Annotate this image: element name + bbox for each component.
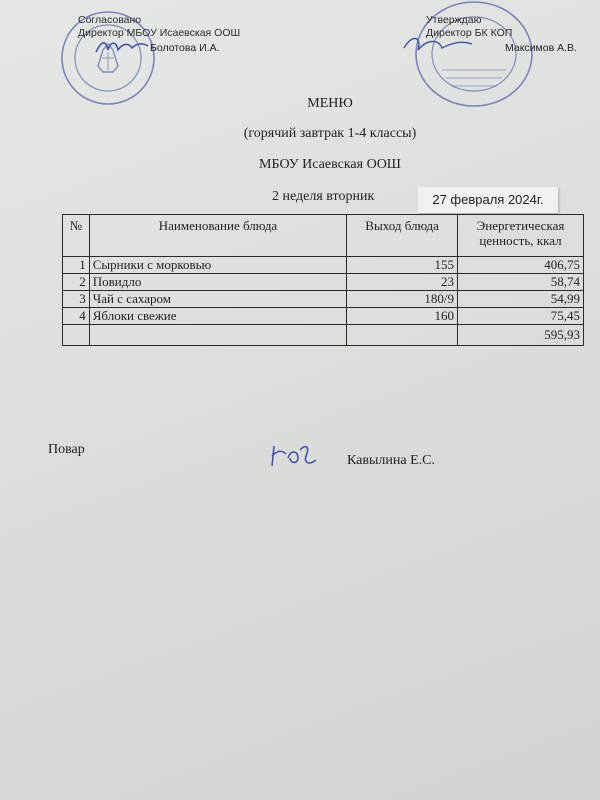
total-empty-cell (63, 325, 90, 346)
total-empty-cell (89, 325, 346, 346)
school-name: МБОУ Исаевская ООШ (259, 157, 401, 172)
cook-signature (268, 440, 324, 470)
approved-position: Директор БК КОП (426, 27, 513, 39)
table-total-row (63, 325, 584, 346)
agreed-label: Согласовано (78, 14, 142, 26)
row-output: 155 (347, 257, 458, 274)
approved-signer-name: Максимов А.В. (505, 42, 577, 54)
row-dish-name: Чай с сахаром (89, 291, 346, 308)
agreed-position: Директор МБОУ Исаевская ООШ (78, 27, 241, 39)
total-energy: 595,93 (458, 325, 584, 346)
table-row (63, 308, 584, 325)
total-empty-cell (347, 325, 458, 346)
approval-block-left (78, 14, 240, 40)
row-output: 160 (347, 308, 458, 325)
menu-table (62, 214, 584, 346)
row-output: 23 (347, 274, 458, 291)
table-row (63, 257, 584, 274)
table-row (63, 274, 584, 291)
row-number: 2 (63, 274, 90, 291)
approval-block-right (426, 14, 512, 40)
header-number: № (63, 215, 90, 257)
row-energy: 75,45 (458, 308, 584, 325)
row-number: 3 (63, 291, 90, 308)
row-output: 180/9 (347, 291, 458, 308)
row-energy: 406,75 (458, 257, 584, 274)
cook-role: Повар (48, 442, 85, 457)
approved-label: Утверждаю (426, 14, 482, 26)
row-dish-name: Повидло (89, 274, 346, 291)
row-energy: 54,99 (458, 291, 584, 308)
table-row (63, 291, 584, 308)
header-output: Выход блюда (347, 215, 458, 257)
row-number: 4 (63, 308, 90, 325)
cook-name: Кавылина Е.С. (347, 453, 435, 468)
table-header-row (63, 215, 584, 257)
row-number: 1 (63, 257, 90, 274)
week-day: 2 неделя вторник (272, 189, 375, 204)
row-energy: 58,74 (458, 274, 584, 291)
menu-subtitle: (горячий завтрак 1-4 классы) (243, 126, 417, 141)
date-label: 27 февраля 2024г. (418, 187, 558, 213)
header-energy: Энергетическая ценность, ккал (458, 215, 584, 257)
row-dish-name: Яблоки свежие (89, 308, 346, 325)
header-dish-name: Наименование блюда (89, 215, 346, 257)
row-dish-name: Сырники с морковью (89, 257, 346, 274)
agreed-signer-name: Болотова И.А. (150, 42, 220, 54)
menu-heading: МЕНЮ (307, 96, 353, 111)
